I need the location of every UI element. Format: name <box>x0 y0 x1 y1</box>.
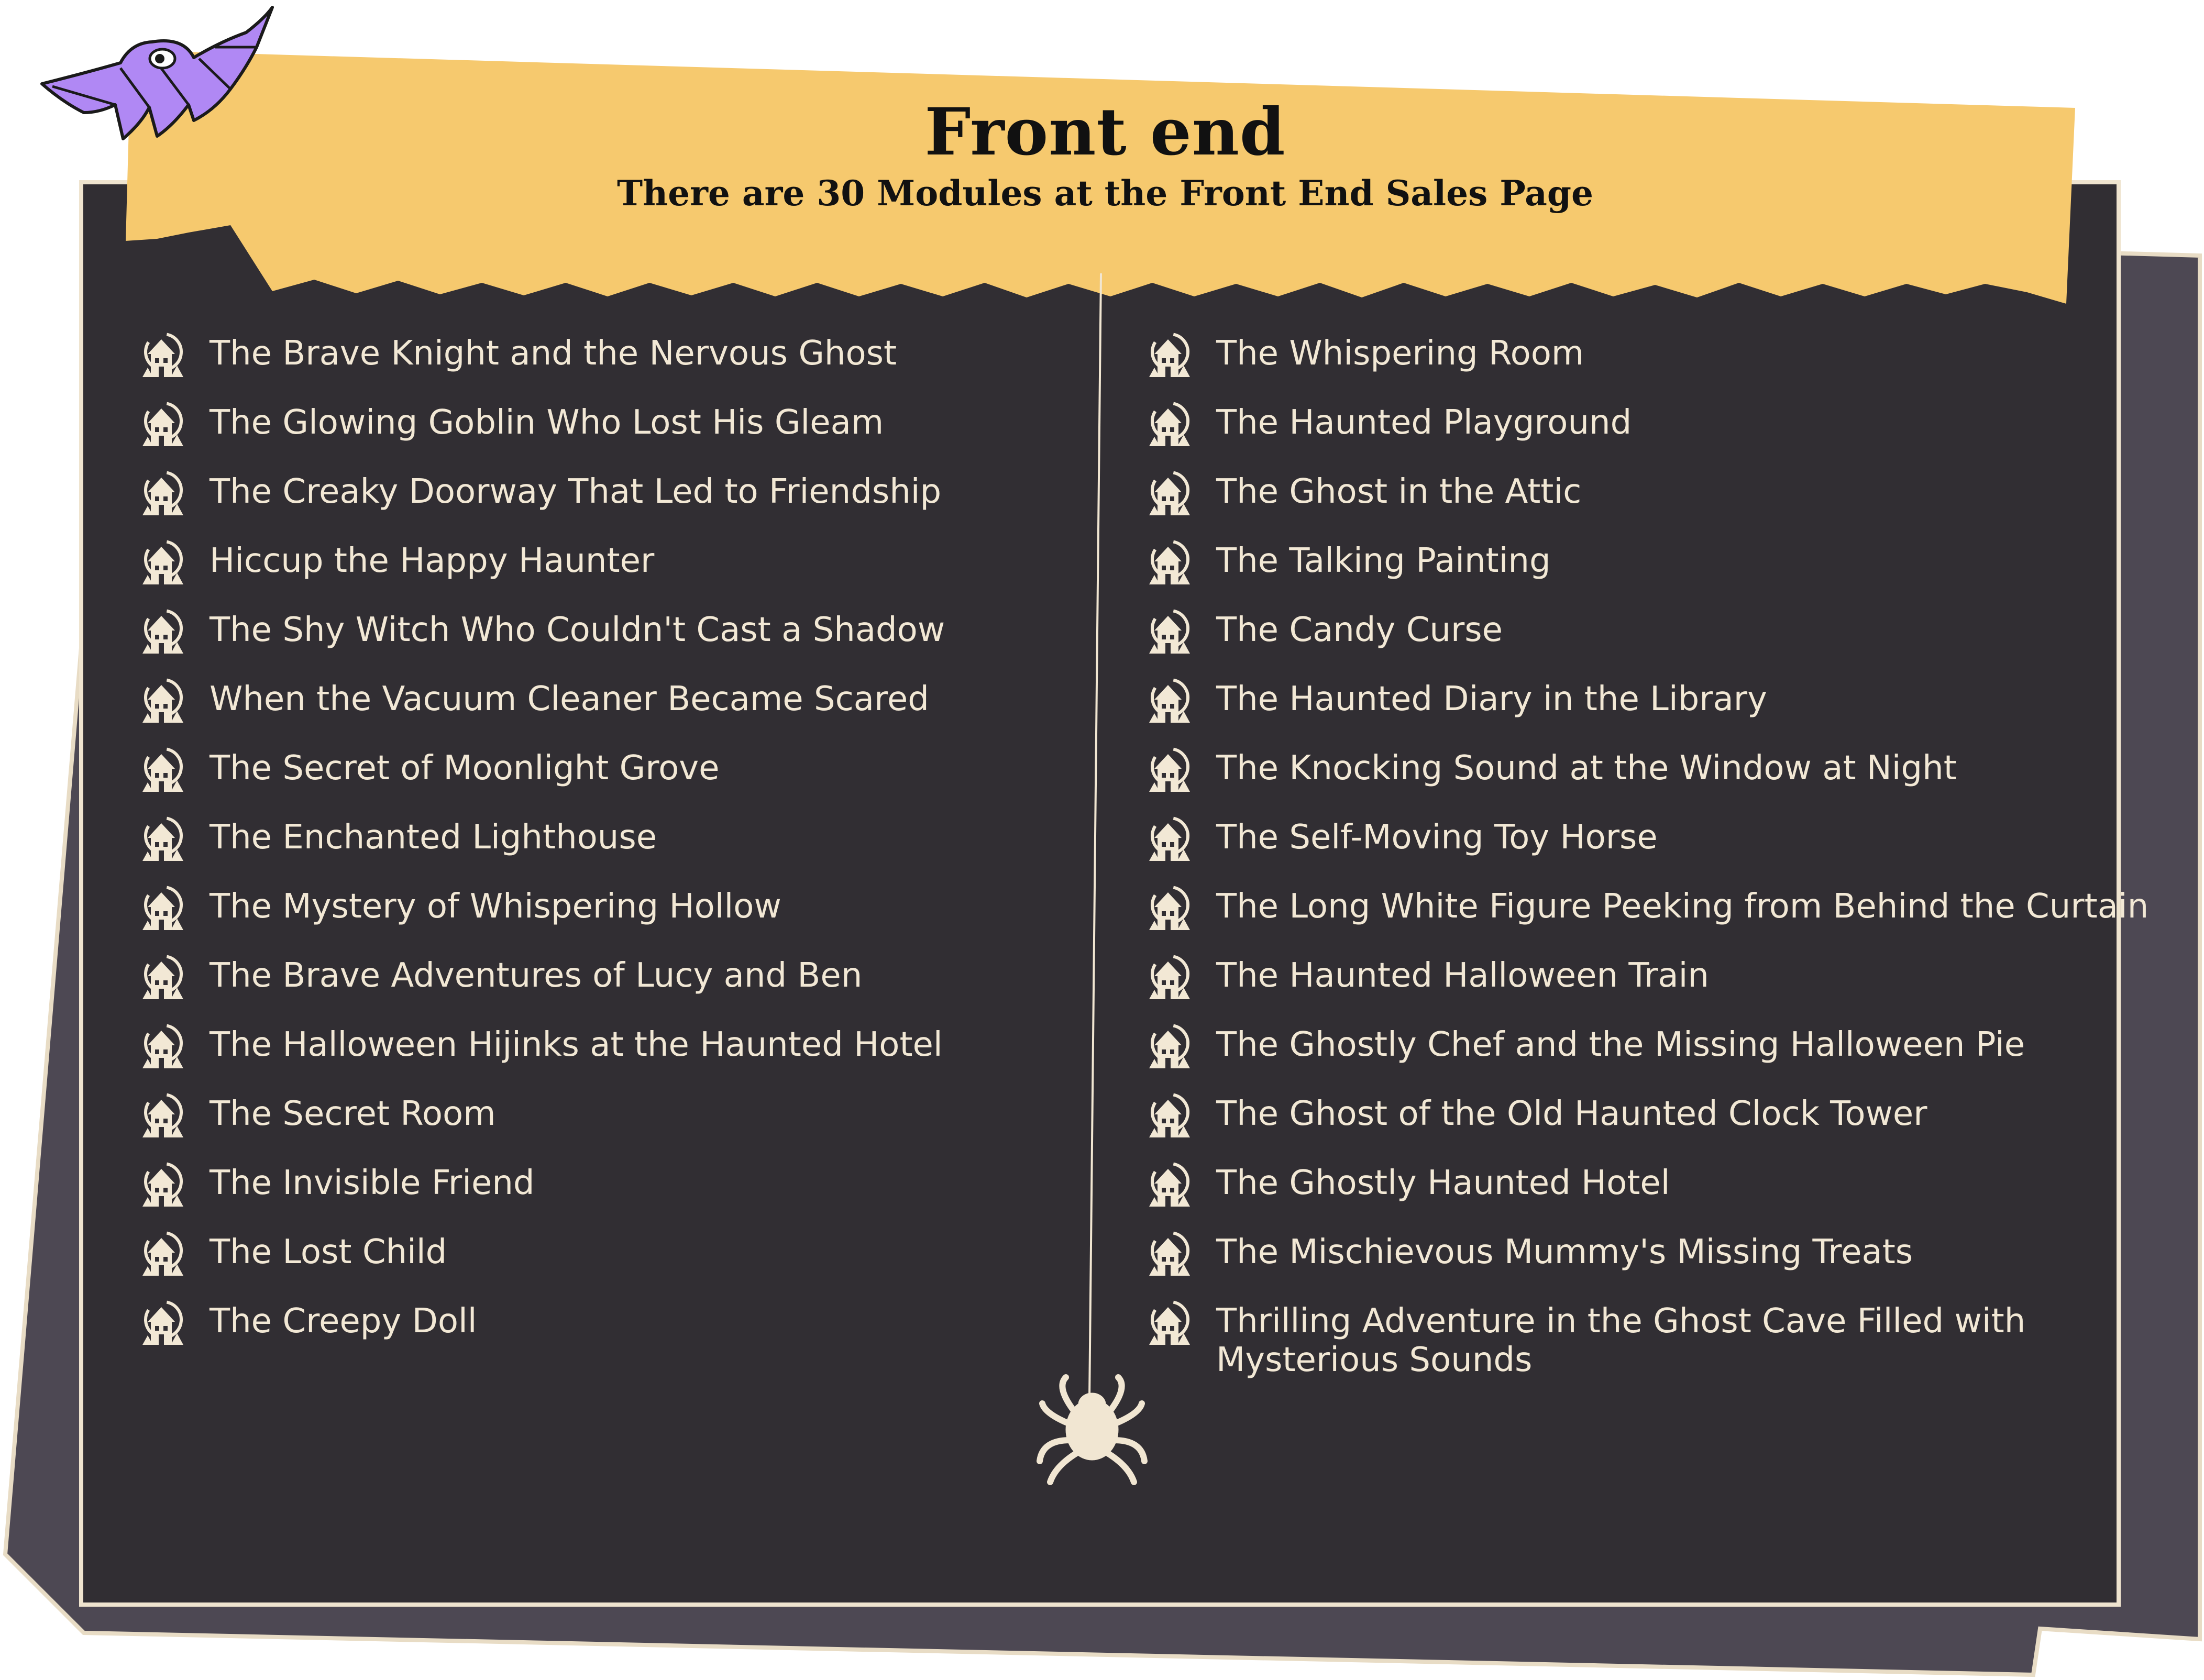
haunted-house-icon <box>140 331 184 380</box>
haunted-house-icon <box>1147 1299 1191 1348</box>
haunted-house-icon <box>140 538 184 588</box>
module-list-right <box>1147 331 2149 1379</box>
haunted-house-icon <box>1147 677 1191 726</box>
haunted-house-icon <box>140 1230 184 1279</box>
haunted-house-icon <box>1147 1160 1191 1210</box>
module-item <box>1147 1299 2132 1379</box>
module-item <box>140 1230 1083 1299</box>
module-title: The Invisible Friend <box>210 1164 535 1202</box>
module-title: The Self-Moving Toy Horse <box>1216 818 1658 857</box>
module-title: The Ghostly Chef and the Missing Halloween Pie <box>1216 1025 2025 1064</box>
module-title: Hiccup the Happy Haunter <box>210 541 655 580</box>
module-item <box>1147 469 2132 538</box>
module-item <box>140 1160 1083 1230</box>
module-title: The Mischievous Mummy's Missing Treats <box>1216 1233 1913 1272</box>
haunted-house-icon <box>140 677 184 726</box>
module-title: The Haunted Halloween Train <box>1216 956 1709 995</box>
module-item <box>1147 953 2132 1022</box>
haunted-house-icon <box>1147 884 1191 933</box>
haunted-house-icon <box>140 400 184 449</box>
module-item <box>1147 884 2149 953</box>
module-title: The Ghostly Haunted Hotel <box>1216 1164 1670 1202</box>
module-title: The Shy Witch Who Couldn't Cast a Shadow <box>210 611 945 649</box>
haunted-house-icon <box>1147 1022 1191 1071</box>
haunted-house-icon <box>140 953 184 1002</box>
module-item <box>1147 331 2132 400</box>
haunted-house-icon <box>1147 538 1191 588</box>
module-title: The Lost Child <box>210 1233 447 1272</box>
haunted-house-icon <box>1147 1091 1191 1141</box>
module-item <box>140 331 1083 400</box>
haunted-house-icon <box>140 469 184 518</box>
haunted-house-icon <box>140 607 184 657</box>
module-item <box>140 746 1083 815</box>
haunted-house-icon <box>140 1022 184 1071</box>
haunted-house-icon <box>1147 1230 1191 1279</box>
module-title: When the Vacuum Cleaner Became Scared <box>210 680 929 719</box>
module-title: Thrilling Adventure in the Ghost Cave Filled with Mysterious Sounds <box>1216 1302 2026 1379</box>
haunted-house-icon <box>140 746 184 795</box>
haunted-house-icon <box>1147 400 1191 449</box>
haunted-house-icon <box>140 1091 184 1141</box>
haunted-house-icon <box>1147 331 1191 380</box>
haunted-house-icon <box>140 884 184 933</box>
page-subtitle: There are 30 Modules at the Front End Sales Page <box>617 173 1593 214</box>
module-item <box>1147 1091 2132 1160</box>
module-item <box>1147 1160 2132 1230</box>
module-title: The Secret of Moonlight Grove <box>210 749 720 788</box>
module-title: The Ghost in the Attic <box>1216 472 1582 511</box>
module-item <box>1147 1022 2132 1091</box>
module-item <box>140 1022 1083 1091</box>
module-item <box>1147 607 2132 677</box>
module-title: The Whispering Room <box>1216 334 1584 373</box>
module-item <box>1147 815 2132 884</box>
module-title: The Haunted Diary in the Library <box>1216 680 1767 719</box>
module-title: The Brave Knight and the Nervous Ghost <box>210 334 897 373</box>
module-item <box>1147 400 2132 469</box>
module-item <box>140 677 1083 746</box>
module-title: The Ghost of the Old Haunted Clock Tower <box>1216 1095 1927 1133</box>
haunted-house-icon <box>140 815 184 864</box>
module-title: The Long White Figure Peeking from Behind the Curtain <box>1216 887 2149 926</box>
module-title: The Knocking Sound at the Window at Night <box>1216 749 1957 788</box>
module-item <box>140 884 1083 953</box>
module-item <box>140 469 1083 538</box>
haunted-house-icon <box>1147 815 1191 864</box>
module-item <box>140 815 1083 884</box>
module-item <box>1147 746 2132 815</box>
module-title: The Candy Curse <box>1216 611 1503 649</box>
module-title: The Creepy Doll <box>210 1302 477 1341</box>
module-item <box>140 1091 1083 1160</box>
module-title: The Brave Adventures of Lucy and Ben <box>210 956 863 995</box>
module-item <box>140 538 1083 607</box>
module-title: The Creaky Doorway That Led to Friendship <box>210 472 942 511</box>
module-item <box>1147 677 2132 746</box>
haunted-house-icon <box>1147 953 1191 1002</box>
module-title: The Secret Room <box>210 1095 496 1133</box>
module-item <box>140 400 1083 469</box>
haunted-house-icon <box>1147 746 1191 795</box>
module-item <box>1147 1230 2132 1299</box>
module-item <box>140 953 1083 1022</box>
module-title: The Glowing Goblin Who Lost His Gleam <box>210 403 884 442</box>
module-title: The Mystery of Whispering Hollow <box>210 887 781 926</box>
haunted-house-icon <box>1147 469 1191 518</box>
module-item <box>140 607 1083 677</box>
module-item <box>140 1299 1083 1368</box>
module-title: The Enchanted Lighthouse <box>210 818 657 857</box>
module-title: The Talking Painting <box>1216 541 1551 580</box>
haunted-house-icon <box>140 1299 184 1348</box>
page-title: Front end <box>924 94 1286 170</box>
haunted-house-icon <box>1147 607 1191 657</box>
haunted-house-icon <box>140 1160 184 1210</box>
module-title: The Halloween Hijinks at the Haunted Hotel <box>210 1025 943 1064</box>
module-item <box>1147 538 2132 607</box>
module-list-left <box>140 331 1083 1368</box>
module-title: The Haunted Playground <box>1216 403 1632 442</box>
